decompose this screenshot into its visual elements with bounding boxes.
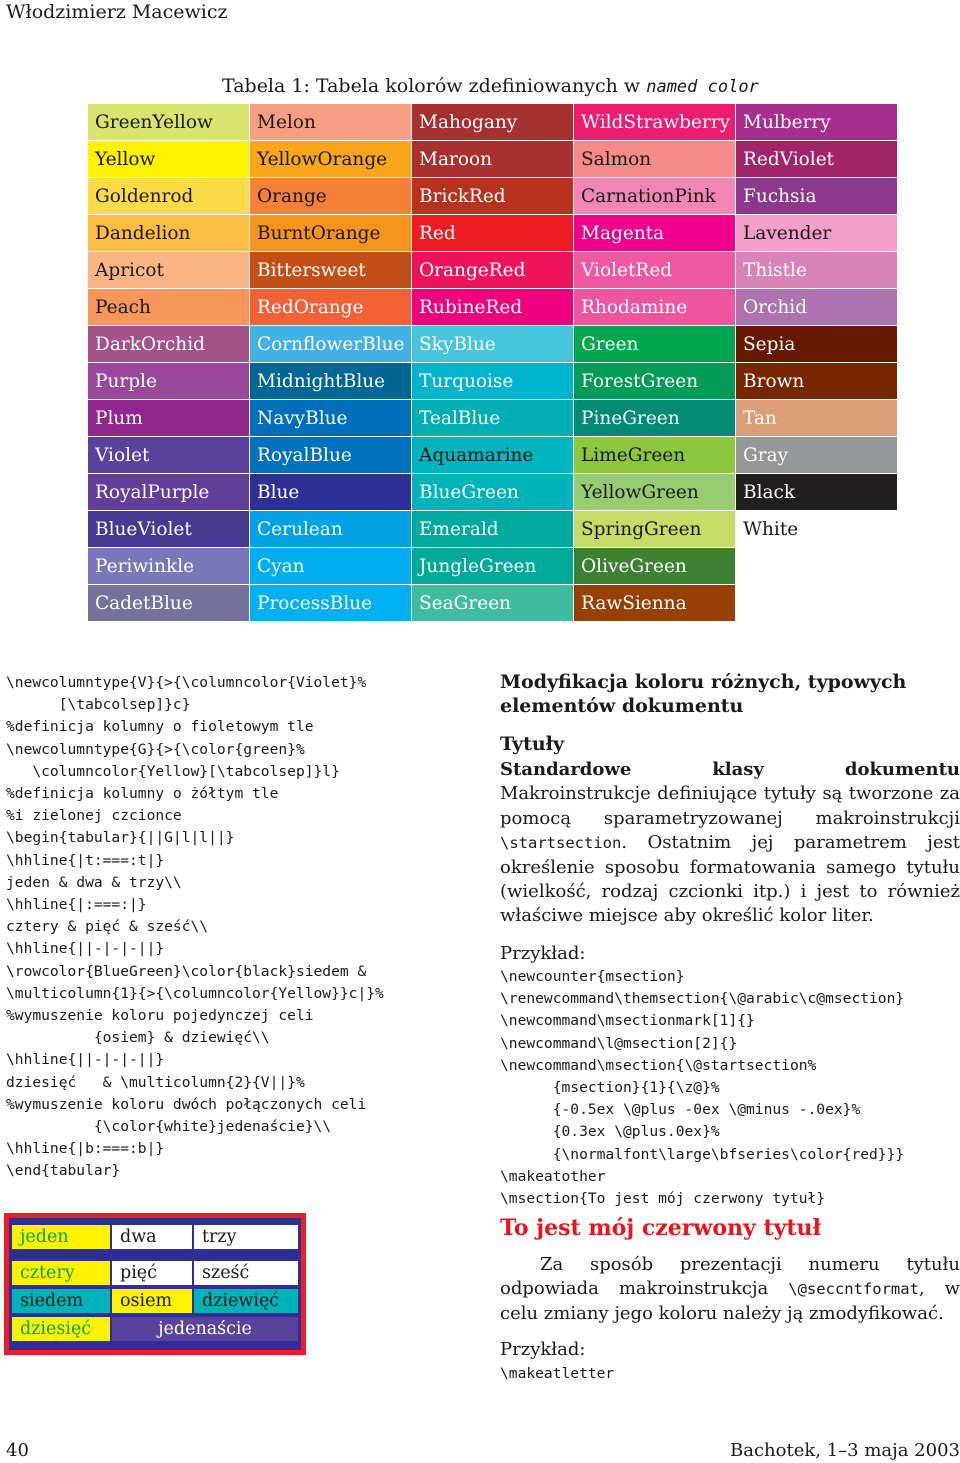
color-swatch-blueviolet: BlueViolet	[88, 511, 250, 548]
color-swatch-goldenrod: Goldenrod	[88, 178, 250, 215]
paragraph-titles	[500, 758, 960, 929]
paragraph-text: Makroinstrukcje definiujące tytuły są tworzone za pomocą sparametryzowanej makroinstrukcji	[500, 783, 960, 829]
table-caption	[222, 74, 759, 99]
heading-line: elementów dokumentu	[500, 695, 744, 717]
empty-cell	[736, 548, 898, 585]
color-swatch-maroon: Maroon	[412, 141, 574, 178]
demo-cell: trzy	[194, 1225, 298, 1249]
color-swatch-plum: Plum	[88, 400, 250, 437]
footer-event: Bachotek, 1–3 maja 2003	[730, 1440, 960, 1461]
color-swatch-rubinered: RubineRed	[412, 289, 574, 326]
color-swatch-black: Black	[736, 474, 898, 511]
paragraph-text: , w celu zmiany jego koloru należy ją zmodyfikować.	[500, 1278, 960, 1324]
latex-code-example: \newcounter{msection} \renewcommand\themsection{\@arabic\c@msection} \newcommand\msectionmark[1]{} \newcommand\l@msection[2]{} \newcommand\msection{\@startsection% {msection}{1}{\z@}% {-0.5ex \@plus -0ex \@minus -.0ex}% {0.3ex \@plus.0ex}% {\normalfont\large\bfseries\color{red}}} \makeatother \msection{To jest mój czerwony tytuł}	[500, 968, 905, 1208]
color-swatch-pinegreen: PineGreen	[574, 400, 736, 437]
caption-text: Tabela 1: Tabela kolorów zdefiniowanych w	[222, 75, 641, 97]
demo-cell: cztery	[12, 1261, 110, 1285]
color-swatch-burntorange: BurntOrange	[250, 215, 412, 252]
color-swatch-salmon: Salmon	[574, 141, 736, 178]
demo-row-3	[12, 1289, 298, 1313]
color-swatch-turquoise: Turquoise	[412, 363, 574, 400]
demo-row-1	[12, 1225, 298, 1249]
color-swatch-melon: Melon	[250, 104, 412, 141]
color-swatch-forestgreen: ForestGreen	[574, 363, 736, 400]
demo-row-2	[12, 1261, 298, 1285]
subsection-heading: Tytuły	[500, 733, 565, 755]
color-swatch-tealblue: TealBlue	[412, 400, 574, 437]
example-label: Przykład:	[500, 1339, 586, 1360]
section-heading	[500, 670, 906, 718]
color-swatch-seagreen: SeaGreen	[412, 585, 574, 622]
demo-cell: dziesięć	[12, 1317, 110, 1341]
color-swatch-wildstrawberry: WildStrawberry	[574, 104, 736, 141]
color-swatch-cerulean: Cerulean	[250, 511, 412, 548]
color-swatch-red: Red	[412, 215, 574, 252]
paragraph-seccntformat	[500, 1253, 960, 1326]
caption-code: named color	[646, 77, 759, 97]
color-swatch-darkorchid: DarkOrchid	[88, 326, 250, 363]
demo-cell-merged: jedenaście	[112, 1317, 298, 1341]
color-swatch-limegreen: LimeGreen	[574, 437, 736, 474]
color-swatch-magenta: Magenta	[574, 215, 736, 252]
empty-cell	[736, 585, 898, 622]
color-swatch-royalblue: RoyalBlue	[250, 437, 412, 474]
color-swatch-cyan: Cyan	[250, 548, 412, 585]
inline-code: \@seccntformat	[788, 1280, 919, 1299]
heading-line: Modyfikacja koloru różnych, typowych	[500, 671, 907, 693]
color-swatch-emerald: Emerald	[412, 511, 574, 548]
red-title-sample: To jest mój czerwony tytuł	[500, 1215, 822, 1241]
color-swatch-yelloworange: YellowOrange	[250, 141, 412, 178]
latex-code-listing: \newcolumntype{V}{>{\columncolor{Violet}% [\tabcolsep]}c} %definicja kolumny o fioletowym tle \newcolumntype{G}{>{\color{green}% \columncolor{Yellow}[\tabcolsep]}l} %definicja kolumny o żółtym tle %i zielonej czcionce \begin{tabular}{||G|l|l||} \hhline{|t:===:t|} jeden & dwa & trzy\\ \hhline{|:===:|} cztery & pięć & sześć\\ \hhline{||-|-|-||} \rowcolor{BlueGreen}\color{black}siedem & \multicolumn{1}{>{\columncolor{Yellow}}c|}% %wymuszenie koloru pojedynczej celi {osiem} & dziewięć\\ \hhline{||-|-|-||} dziesięć & \multicolumn{2}{V||}% %wymuszenie koloru dwóch połączonych celi {\color{white}jedenaście}\\ \hhline{|b:===:b|} \end{tabular}	[6, 674, 384, 1180]
color-swatch-midnightblue: MidnightBlue	[250, 363, 412, 400]
color-swatch-redviolet: RedViolet	[736, 141, 898, 178]
color-swatch-aquamarine: Aquamarine	[412, 437, 574, 474]
color-swatch-blue: Blue	[250, 474, 412, 511]
color-swatch-apricot: Apricot	[88, 252, 250, 289]
demo-cell: pięć	[112, 1261, 192, 1285]
color-swatch-cornflowerblue: CornflowerBlue	[250, 326, 412, 363]
color-swatch-orange: Orange	[250, 178, 412, 215]
color-swatch-periwinkle: Periwinkle	[88, 548, 250, 585]
demo-cell: jeden	[12, 1225, 110, 1249]
color-swatch-white: White	[736, 511, 898, 548]
color-swatch-rawsienna: RawSienna	[574, 585, 736, 622]
color-swatch-brickred: BrickRed	[412, 178, 574, 215]
demo-cell: osiem	[112, 1289, 192, 1313]
color-swatch-orangered: OrangeRed	[412, 252, 574, 289]
demo-cell: sześć	[194, 1261, 298, 1285]
color-swatch-mahogany: Mahogany	[412, 104, 574, 141]
color-swatch-bluegreen: BlueGreen	[412, 474, 574, 511]
color-swatch-mulberry: Mulberry	[736, 104, 898, 141]
color-swatch-royalpurple: RoyalPurple	[88, 474, 250, 511]
paragraph-run-in: Standardowe klasy dokumentu	[500, 759, 960, 780]
paragraph-text: Za sposób prezentacji numeru tytułu odpowiada makroinstrukcja	[500, 1254, 960, 1300]
color-swatch-sepia: Sepia	[736, 326, 898, 363]
color-swatch-gray: Gray	[736, 437, 898, 474]
page-number: 40	[6, 1440, 29, 1461]
color-swatch-violetred: VioletRed	[574, 252, 736, 289]
color-swatch-violet: Violet	[88, 437, 250, 474]
color-swatch-olivegreen: OliveGreen	[574, 548, 736, 585]
color-swatch-tan: Tan	[736, 400, 898, 437]
running-header-author: Włodzimierz Macewicz	[6, 1, 228, 23]
color-swatch-peach: Peach	[88, 289, 250, 326]
demo-row-4	[12, 1317, 298, 1341]
color-swatch-bittersweet: Bittersweet	[250, 252, 412, 289]
demo-cell: dwa	[112, 1225, 192, 1249]
color-swatch-orchid: Orchid	[736, 289, 898, 326]
color-swatch-yellowgreen: YellowGreen	[574, 474, 736, 511]
demo-cell: dziewięć	[194, 1289, 298, 1313]
color-swatch-thistle: Thistle	[736, 252, 898, 289]
color-swatch-processblue: ProcessBlue	[250, 585, 412, 622]
color-swatch-carnationpink: CarnationPink	[574, 178, 736, 215]
demo-cell: siedem	[12, 1289, 110, 1313]
latex-code-makeatletter: \makeatletter	[500, 1365, 615, 1382]
inline-code: \startsection	[500, 834, 622, 853]
color-swatch-skyblue: SkyBlue	[412, 326, 574, 363]
color-swatch-purple: Purple	[88, 363, 250, 400]
color-swatch-springgreen: SpringGreen	[574, 511, 736, 548]
color-swatch-dandelion: Dandelion	[88, 215, 250, 252]
color-swatch-greenyellow: GreenYellow	[88, 104, 250, 141]
paragraph-text: . Ostatnim jej parametrem jest określenie sposobu formatowania samego tytułu (wielkość, rodzaj czcionki itp.) i jest to również właściwe miejsce aby określić kolor liter.	[500, 832, 960, 927]
demo-table	[4, 1213, 306, 1355]
color-swatch-yellow: Yellow	[88, 141, 250, 178]
color-swatch-redorange: RedOrange	[250, 289, 412, 326]
color-swatch-green: Green	[574, 326, 736, 363]
color-swatch-fuchsia: Fuchsia	[736, 178, 898, 215]
color-swatch-rhodamine: Rhodamine	[574, 289, 736, 326]
color-swatch-brown: Brown	[736, 363, 898, 400]
color-swatch-cadetblue: CadetBlue	[88, 585, 250, 622]
color-swatch-junglegreen: JungleGreen	[412, 548, 574, 585]
example-label: Przykład:	[500, 943, 586, 964]
color-swatch-lavender: Lavender	[736, 215, 898, 252]
named-color-table	[88, 104, 898, 622]
color-swatch-navyblue: NavyBlue	[250, 400, 412, 437]
